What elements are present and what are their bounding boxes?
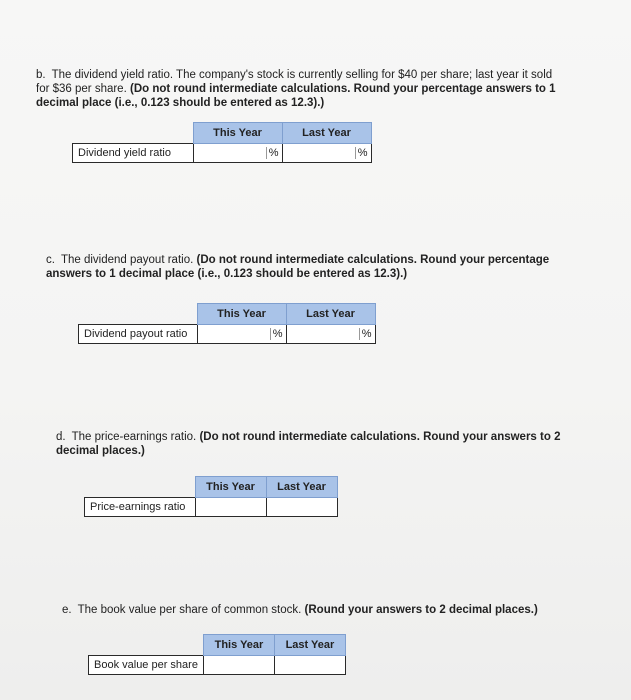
- question-e: [62, 603, 582, 617]
- header-this-year: This Year: [203, 635, 274, 656]
- question-d-text: The price-earnings ratio.: [71, 431, 197, 443]
- question-c: [46, 253, 566, 281]
- header-this-year: This Year: [193, 123, 282, 144]
- cell-last-year: [286, 325, 375, 344]
- percent-unit: %: [359, 328, 375, 340]
- header-last-year: Last Year: [266, 477, 337, 498]
- header-spacer: [79, 304, 198, 325]
- dividend-payout-table: [78, 303, 376, 344]
- cell-this-year: [197, 325, 286, 344]
- question-d: [56, 430, 576, 458]
- question-d-letter: d.: [56, 431, 66, 443]
- question-b-instruction: (Do not round intermediate calculations. Round your percentage answers to 1 decimal place (i.e., 0.123 should be entered as 12.3).): [36, 83, 556, 109]
- question-c-letter: c.: [46, 254, 55, 266]
- header-spacer: [89, 635, 204, 656]
- price-earnings-last-year-input[interactable]: [267, 498, 337, 516]
- question-d-instruction: (Do not round intermediate calculations. Round your answers to 2 decimal places.): [56, 431, 561, 457]
- question-c-instruction: (Do not round intermediate calculations. Round your percentage answers to 1 decimal place (i.e., 0.123 should be entered as 12.3).): [46, 254, 550, 280]
- cell-this-year: [195, 498, 266, 517]
- cell-this-year: [203, 656, 274, 675]
- percent-unit: %: [266, 147, 282, 159]
- header-spacer: [73, 123, 194, 144]
- question-b: [36, 68, 556, 110]
- question-b-letter: b.: [36, 69, 46, 81]
- question-e-text: The book value per share of common stock.: [77, 604, 302, 616]
- cell-last-year: [274, 656, 345, 675]
- header-last-year: Last Year: [286, 304, 375, 325]
- price-earnings-this-year-input[interactable]: [196, 498, 266, 516]
- row-label-book-value: Book value per share: [89, 656, 204, 675]
- header-last-year: Last Year: [282, 123, 371, 144]
- question-e-letter: e.: [62, 604, 72, 616]
- book-value-this-year-input[interactable]: [204, 656, 274, 674]
- dividend-yield-this-year-input[interactable]: [194, 144, 266, 162]
- price-earnings-table: [84, 476, 338, 517]
- question-c-text: The dividend payout ratio.: [60, 254, 194, 266]
- header-last-year: Last Year: [274, 635, 345, 656]
- cell-last-year: [282, 144, 371, 163]
- percent-unit: %: [355, 147, 371, 159]
- row-label-dividend-payout: Dividend payout ratio: [79, 325, 198, 344]
- header-spacer: [85, 477, 196, 498]
- header-this-year: This Year: [195, 477, 266, 498]
- book-value-table: [88, 634, 346, 675]
- dividend-payout-last-year-input[interactable]: [287, 325, 359, 343]
- row-label-price-earnings: Price-earnings ratio: [85, 498, 196, 517]
- question-e-instruction: (Round your answers to 2 decimal places.): [304, 604, 538, 616]
- dividend-payout-this-year-input[interactable]: [198, 325, 270, 343]
- question-b-text: The dividend yield ratio. The company's stock is currently selling for $40 per share; last year it sold for $36 per share.: [36, 69, 553, 95]
- dividend-yield-last-year-input[interactable]: [283, 144, 355, 162]
- percent-unit: %: [270, 328, 286, 340]
- row-label-dividend-yield: Dividend yield ratio: [73, 144, 194, 163]
- cell-this-year: [193, 144, 282, 163]
- dividend-yield-table: [72, 122, 372, 163]
- book-value-last-year-input[interactable]: [275, 656, 345, 674]
- cell-last-year: [266, 498, 337, 517]
- header-this-year: This Year: [197, 304, 286, 325]
